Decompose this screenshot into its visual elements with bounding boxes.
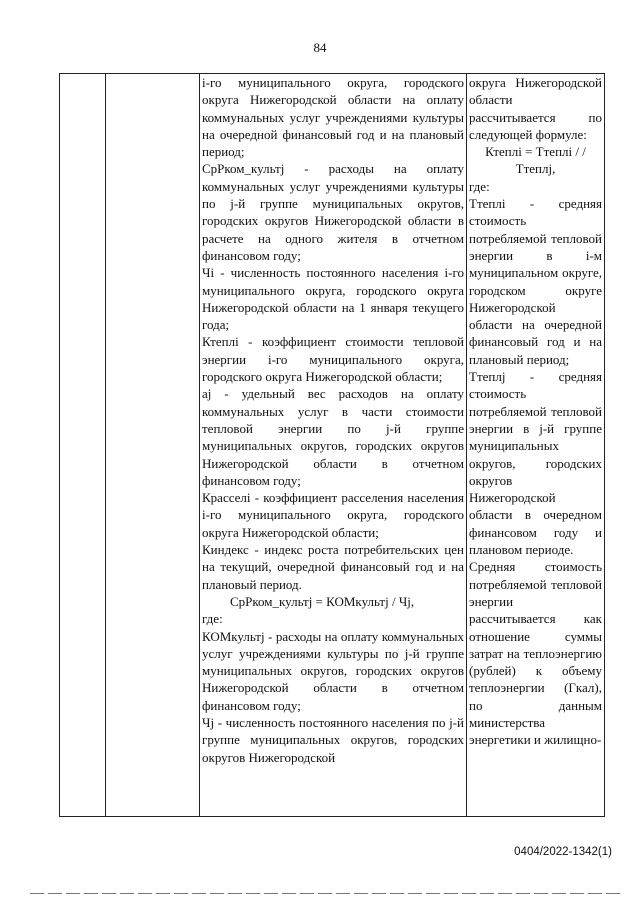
document-table [59,73,605,817]
paragraph: Киндекс - индекс роста потребительских цен на текущий, очередной финансовый год и на плановый период. [202,542,464,592]
paragraph: округа Нижегородской области рассчитывается по следующей формуле: [469,75,602,142]
formula: Ктеплi = Ттеплi / / Ттеплj, [485,144,586,177]
table-cell-empty-1 [60,74,106,817]
scan-edge-line [30,893,622,894]
table-row [60,74,605,817]
paragraph: Чi - численность постоянного населения i-го муниципального округа, городского округа Нижегородской области на 1 января текущего года; [202,265,464,333]
document-code: 0404/2022-1342(1) [514,846,612,858]
paragraph: аj - удельный вес расходов на оплату коммунальных услуг в части стоимости тепловой энергии по j-й группе муниципальных округов, городских округов Нижегородской области в отчетном финансовом году; [202,386,464,488]
paragraph: КОМкультj - расходы на оплату коммунальных услуг учреждениями культуры по j-й группе муниципальных округов, городских округов Нижегородской области в отчетном финансовом году; [202,628,464,713]
paragraph: i-го муниципального округа, городского округа Нижегородской области на оплату коммунальных услуг учреждениями культуры на очередной финансовый год и на плановый период; [202,75,464,160]
paragraph: Ттеплj - средняя стоимость потребляемой тепловой энергии в j-й группе муниципальных округов, городских округов Нижегородской области в очередном финансовом году и плановом периоде. [469,369,602,558]
table-cell-empty-2 [106,74,200,817]
paragraph: где: [202,611,223,627]
formula: СрРком_культj = КОМкультj / Чj, [230,593,415,609]
paragraph: Средняя стоимость потребляемой тепловой энергии рассчитывается как отношение суммы затрат на теплоэнергию (рублей) к объему теплоэнергии (Гкал), по данным министерства энергетики и жилищно- [469,559,602,748]
page-number: 84 [313,40,327,55]
table-cell-method [467,74,605,817]
paragraph: Ттеплi - средняя стоимость потребляемой тепловой энергии в i-м муниципальном округе, городском округе Нижегородской области на очередной финансовый год и на плановый период; [469,196,602,367]
paragraph: где: [469,178,490,194]
paragraph: Красселi - коэффициент расселения населения i-го муниципального округа, городского округа Нижегородской области; [202,490,464,540]
paragraph: Ктеплi - коэффициент стоимости тепловой энергии i-го муниципального округа, городского округа Нижегородской области; [202,334,464,385]
paragraph: Чj - численность постоянного населения по j-й группе муниципальных округов, городских округов Нижегородской [202,714,464,765]
paragraph: СрРком_культj - расходы на оплату коммунальных услуг учреждениями культуры по j-й группе муниципальных округов, городских округов Нижегородской области в расчете на одного жителя в отчетном финансовом году; [202,161,464,263]
table-cell-description [200,74,467,817]
